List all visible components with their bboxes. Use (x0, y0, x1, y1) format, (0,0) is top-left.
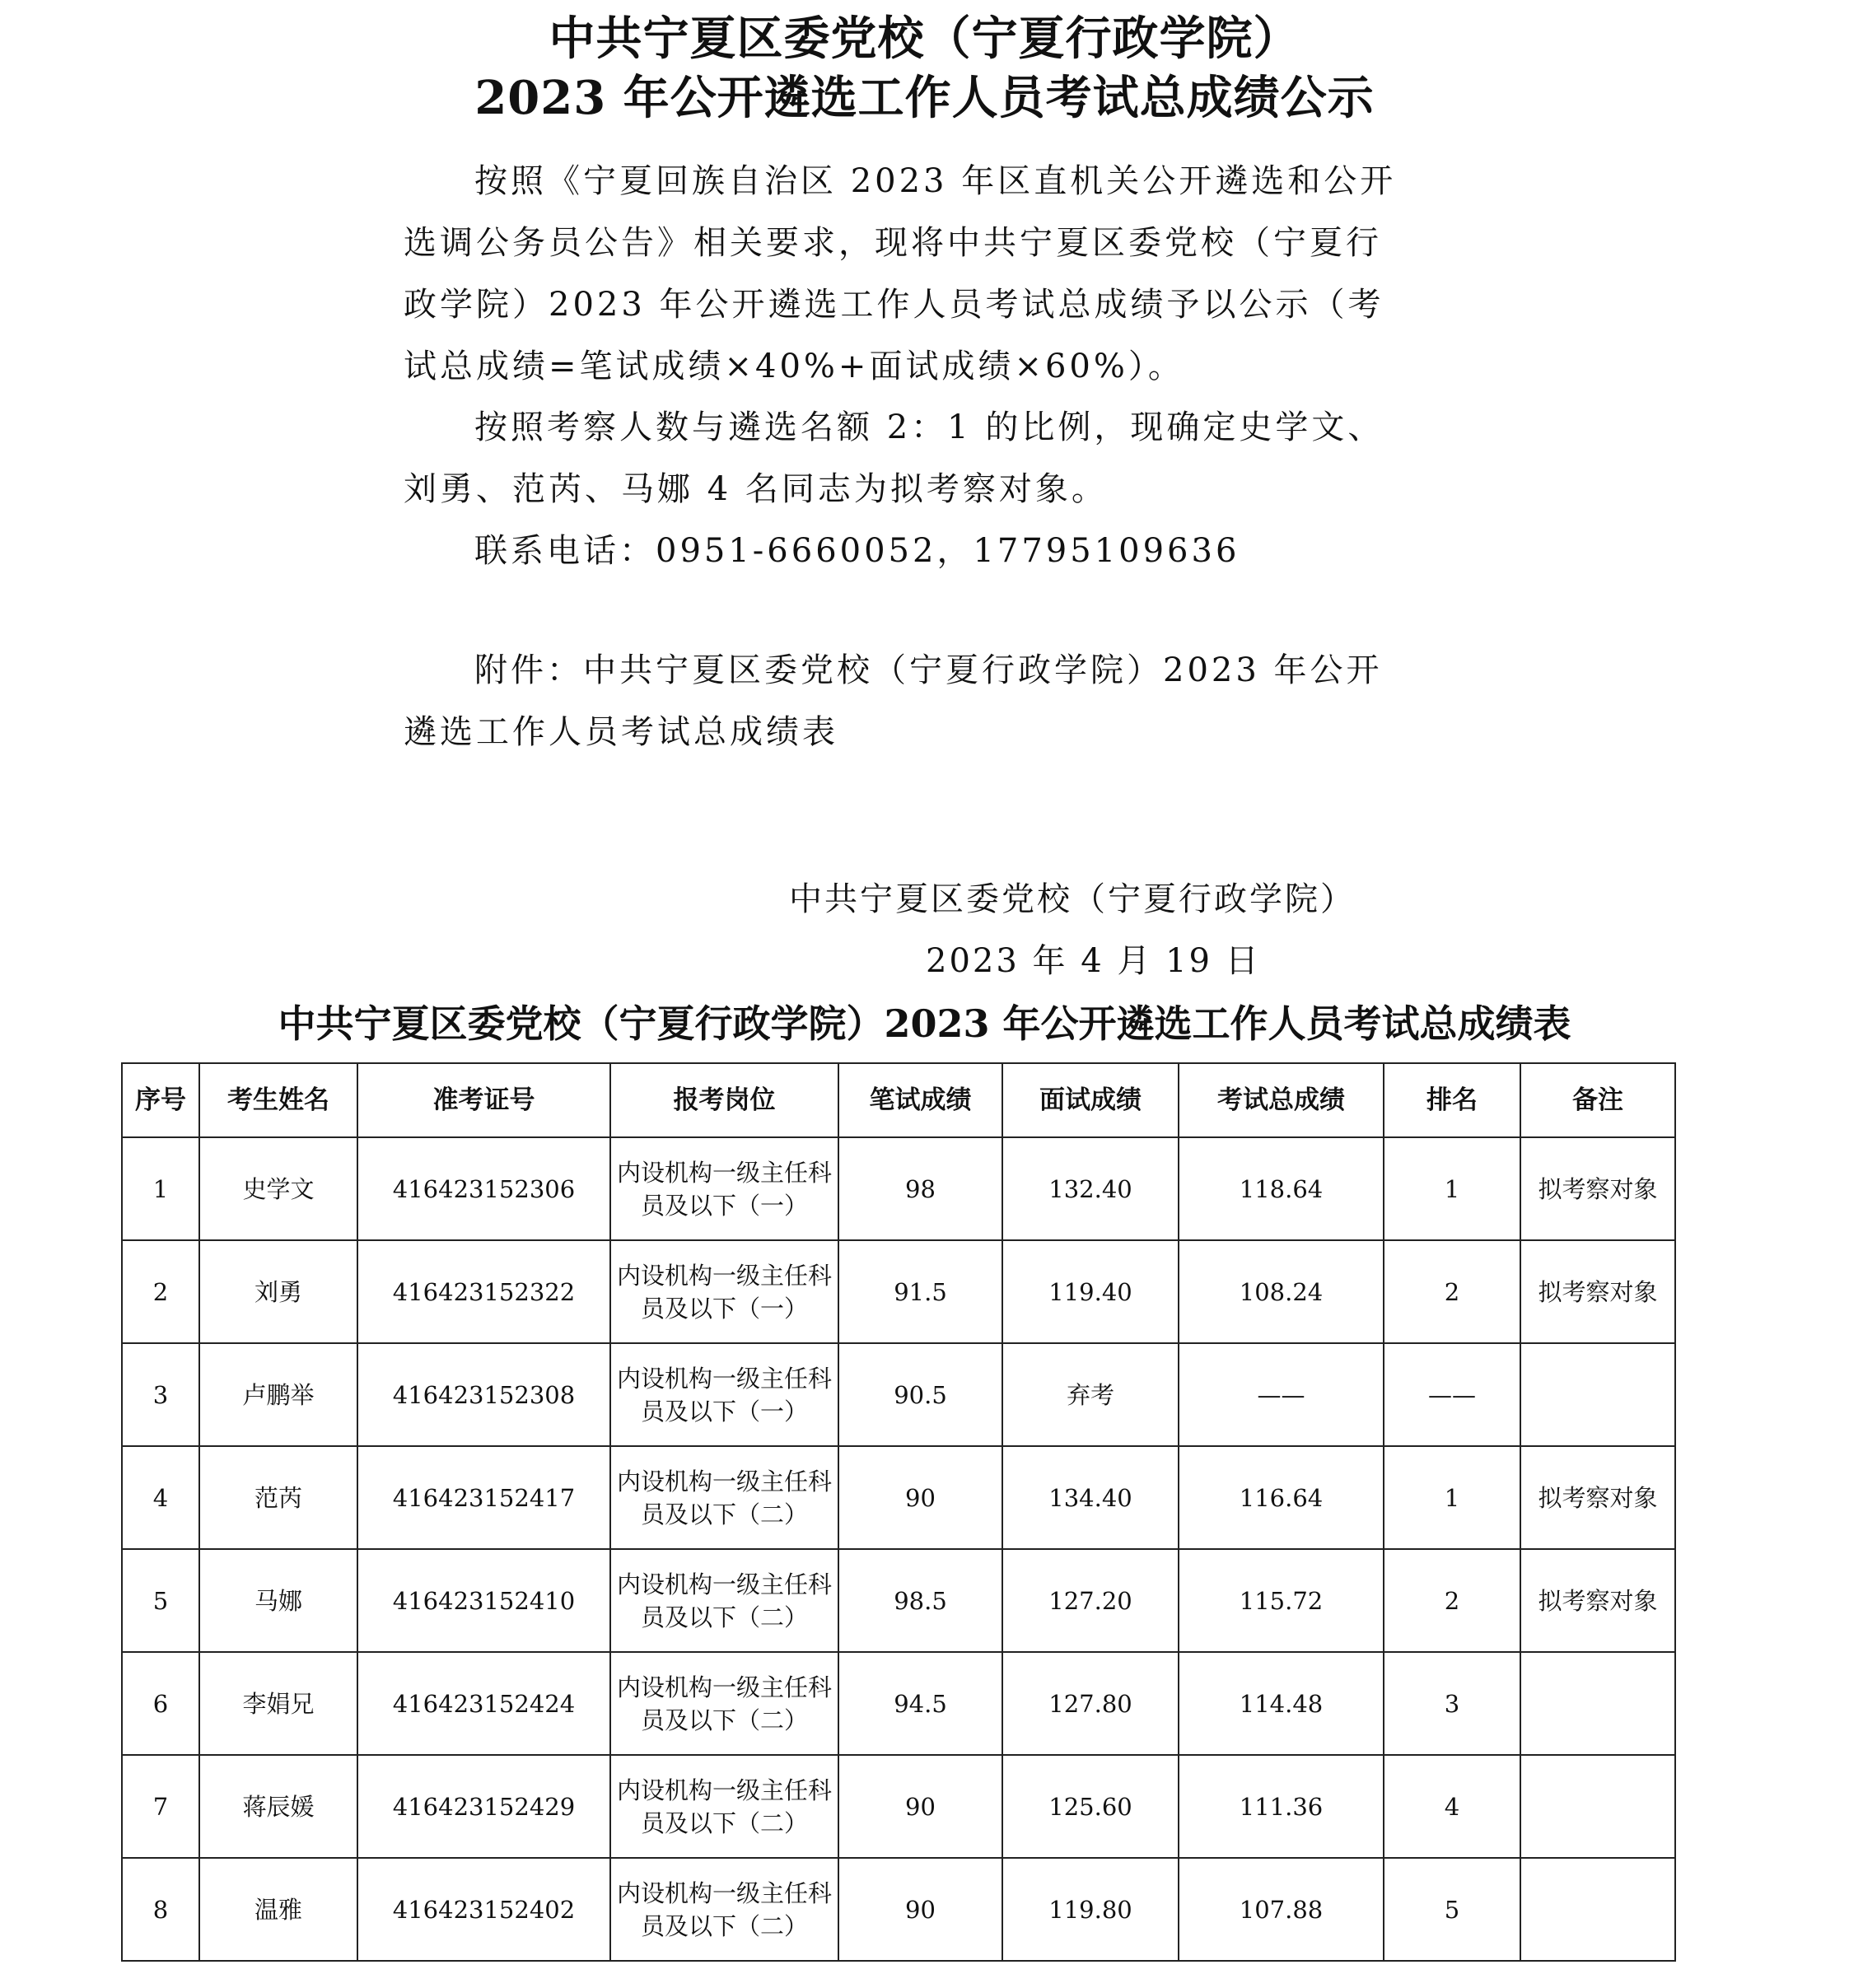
table-row (122, 1652, 1675, 1755)
cell-name: 刘勇 (199, 1240, 357, 1343)
cell-exam-id: 416423152417 (357, 1446, 610, 1549)
cell-position: 内设机构一级主任科员及以下（一） (610, 1343, 838, 1446)
cell-index: 5 (122, 1549, 199, 1652)
cell-rank: 3 (1384, 1652, 1520, 1755)
cell-total-score: —— (1179, 1343, 1384, 1446)
cell-index: 6 (122, 1652, 199, 1755)
cell-remark: 拟考察对象 (1520, 1549, 1675, 1652)
cell-name: 范芮 (199, 1446, 357, 1549)
cell-written-score: 90.5 (838, 1343, 1002, 1446)
cell-name: 李娟兄 (199, 1652, 357, 1755)
contact-line (404, 520, 1417, 582)
cell-index: 4 (122, 1446, 199, 1549)
attachment-line (404, 640, 1417, 763)
cell-exam-id: 416423152322 (357, 1240, 610, 1343)
header-rank: 排名 (1384, 1063, 1520, 1137)
cell-remark: 拟考察对象 (1520, 1446, 1675, 1549)
cell-position: 内设机构一级主任科员及以下（一） (610, 1137, 838, 1240)
cell-position: 内设机构一级主任科员及以下（二） (610, 1549, 838, 1652)
notice-paragraph-text: 按照《宁夏回族自治区 2023 年区直机关公开遴选和公开选调公务员公告》相关要求，现将中共宁夏区委党校（宁夏行政学院）2023 年公开遴选工作人员考试总成绩予以公示（考试总成绩=笔试成绩×40%+面试成绩×60%）。 (404, 162, 1397, 385)
cell-name: 蒋辰媛 (199, 1755, 357, 1858)
table-row (122, 1137, 1675, 1240)
attachment-text: 附件：中共宁夏区委党校（宁夏行政学院）2023 年公开遴选工作人员考试总成绩表 (404, 651, 1383, 751)
score-table (121, 1062, 1676, 1962)
cell-exam-id: 416423152429 (357, 1755, 610, 1858)
cell-written-score: 98.5 (838, 1549, 1002, 1652)
header-name: 考生姓名 (199, 1063, 357, 1137)
cell-remark (1520, 1343, 1675, 1446)
cell-written-score: 94.5 (838, 1652, 1002, 1755)
cell-written-score: 90 (838, 1446, 1002, 1549)
cell-position: 内设机构一级主任科员及以下（一） (610, 1240, 838, 1343)
cell-written-score: 90 (838, 1755, 1002, 1858)
cell-remark (1520, 1755, 1675, 1858)
page-subtitle: 2023 年公开遴选工作人员考试总成绩公示 (474, 71, 1375, 125)
table-row (122, 1549, 1675, 1652)
cell-written-score: 98 (838, 1137, 1002, 1240)
cell-interview-score: 127.80 (1002, 1652, 1179, 1755)
cell-interview-score: 119.80 (1002, 1858, 1179, 1961)
table-row (122, 1446, 1675, 1549)
cell-total-score: 115.72 (1179, 1549, 1384, 1652)
signature-date: 2023 年 4 月 19 日 (926, 942, 1261, 980)
cell-rank: 2 (1384, 1549, 1520, 1652)
header-index: 序号 (122, 1063, 199, 1137)
candidates-paragraph (404, 397, 1417, 520)
cell-name: 史学文 (199, 1137, 357, 1240)
cell-rank: 2 (1384, 1240, 1520, 1343)
cell-index: 3 (122, 1343, 199, 1446)
cell-remark (1520, 1652, 1675, 1755)
cell-total-score: 114.48 (1179, 1652, 1384, 1755)
signature-organization: 中共宁夏区委党校（宁夏行政学院） (789, 880, 1356, 918)
header-position: 报考岗位 (610, 1063, 838, 1137)
header-written-score: 笔试成绩 (838, 1063, 1002, 1137)
cell-index: 1 (122, 1137, 199, 1240)
cell-position: 内设机构一级主任科员及以下（二） (610, 1858, 838, 1961)
header-exam-id: 准考证号 (357, 1063, 610, 1137)
cell-name: 马娜 (199, 1549, 357, 1652)
page-title: 中共宁夏区委党校（宁夏行政学院） (549, 12, 1300, 66)
cell-rank: 1 (1384, 1446, 1520, 1549)
cell-index: 2 (122, 1240, 199, 1343)
cell-written-score: 91.5 (838, 1240, 1002, 1343)
cell-interview-score: 134.40 (1002, 1446, 1179, 1549)
cell-interview-score: 弃考 (1002, 1343, 1179, 1446)
cell-position: 内设机构一级主任科员及以下（二） (610, 1652, 838, 1755)
cell-exam-id: 416423152402 (357, 1858, 610, 1961)
cell-interview-score: 127.20 (1002, 1549, 1179, 1652)
cell-exam-id: 416423152410 (357, 1549, 610, 1652)
contact-text: 联系电话：0951-6660052，17795109636 (474, 532, 1240, 570)
cell-rank: —— (1384, 1343, 1520, 1446)
cell-index: 7 (122, 1755, 199, 1858)
table-row (122, 1755, 1675, 1858)
cell-position: 内设机构一级主任科员及以下（二） (610, 1446, 838, 1549)
header-remark: 备注 (1520, 1063, 1675, 1137)
cell-total-score: 108.24 (1179, 1240, 1384, 1343)
cell-total-score: 111.36 (1179, 1755, 1384, 1858)
cell-total-score: 118.64 (1179, 1137, 1384, 1240)
cell-total-score: 116.64 (1179, 1446, 1384, 1549)
cell-position: 内设机构一级主任科员及以下（二） (610, 1755, 838, 1858)
header-interview-score: 面试成绩 (1002, 1063, 1179, 1137)
table-header-row (122, 1063, 1675, 1137)
header-total-score: 考试总成绩 (1179, 1063, 1384, 1137)
cell-exam-id: 416423152424 (357, 1652, 610, 1755)
cell-remark: 拟考察对象 (1520, 1240, 1675, 1343)
cell-remark: 拟考察对象 (1520, 1137, 1675, 1240)
cell-rank: 1 (1384, 1137, 1520, 1240)
cell-index: 8 (122, 1858, 199, 1961)
cell-exam-id: 416423152306 (357, 1137, 610, 1240)
table-title: 中共宁夏区委党校（宁夏行政学院）2023 年公开遴选工作人员考试总成绩表 (278, 1001, 1571, 1046)
cell-name: 卢鹏举 (199, 1343, 357, 1446)
cell-name: 温雅 (199, 1858, 357, 1961)
cell-interview-score: 125.60 (1002, 1755, 1179, 1858)
cell-rank: 4 (1384, 1755, 1520, 1858)
notice-paragraph (404, 151, 1417, 398)
table-row (122, 1240, 1675, 1343)
cell-written-score: 90 (838, 1858, 1002, 1961)
cell-remark (1520, 1858, 1675, 1961)
candidates-paragraph-text: 按照考察人数与遴选名额 2：1 的比例，现确定史学文、刘勇、范芮、马娜 4 名同志为拟考察对象。 (404, 408, 1384, 508)
cell-total-score: 107.88 (1179, 1858, 1384, 1961)
cell-exam-id: 416423152308 (357, 1343, 610, 1446)
cell-interview-score: 132.40 (1002, 1137, 1179, 1240)
cell-rank: 5 (1384, 1858, 1520, 1961)
table-row (122, 1343, 1675, 1446)
cell-interview-score: 119.40 (1002, 1240, 1179, 1343)
table-row (122, 1858, 1675, 1961)
